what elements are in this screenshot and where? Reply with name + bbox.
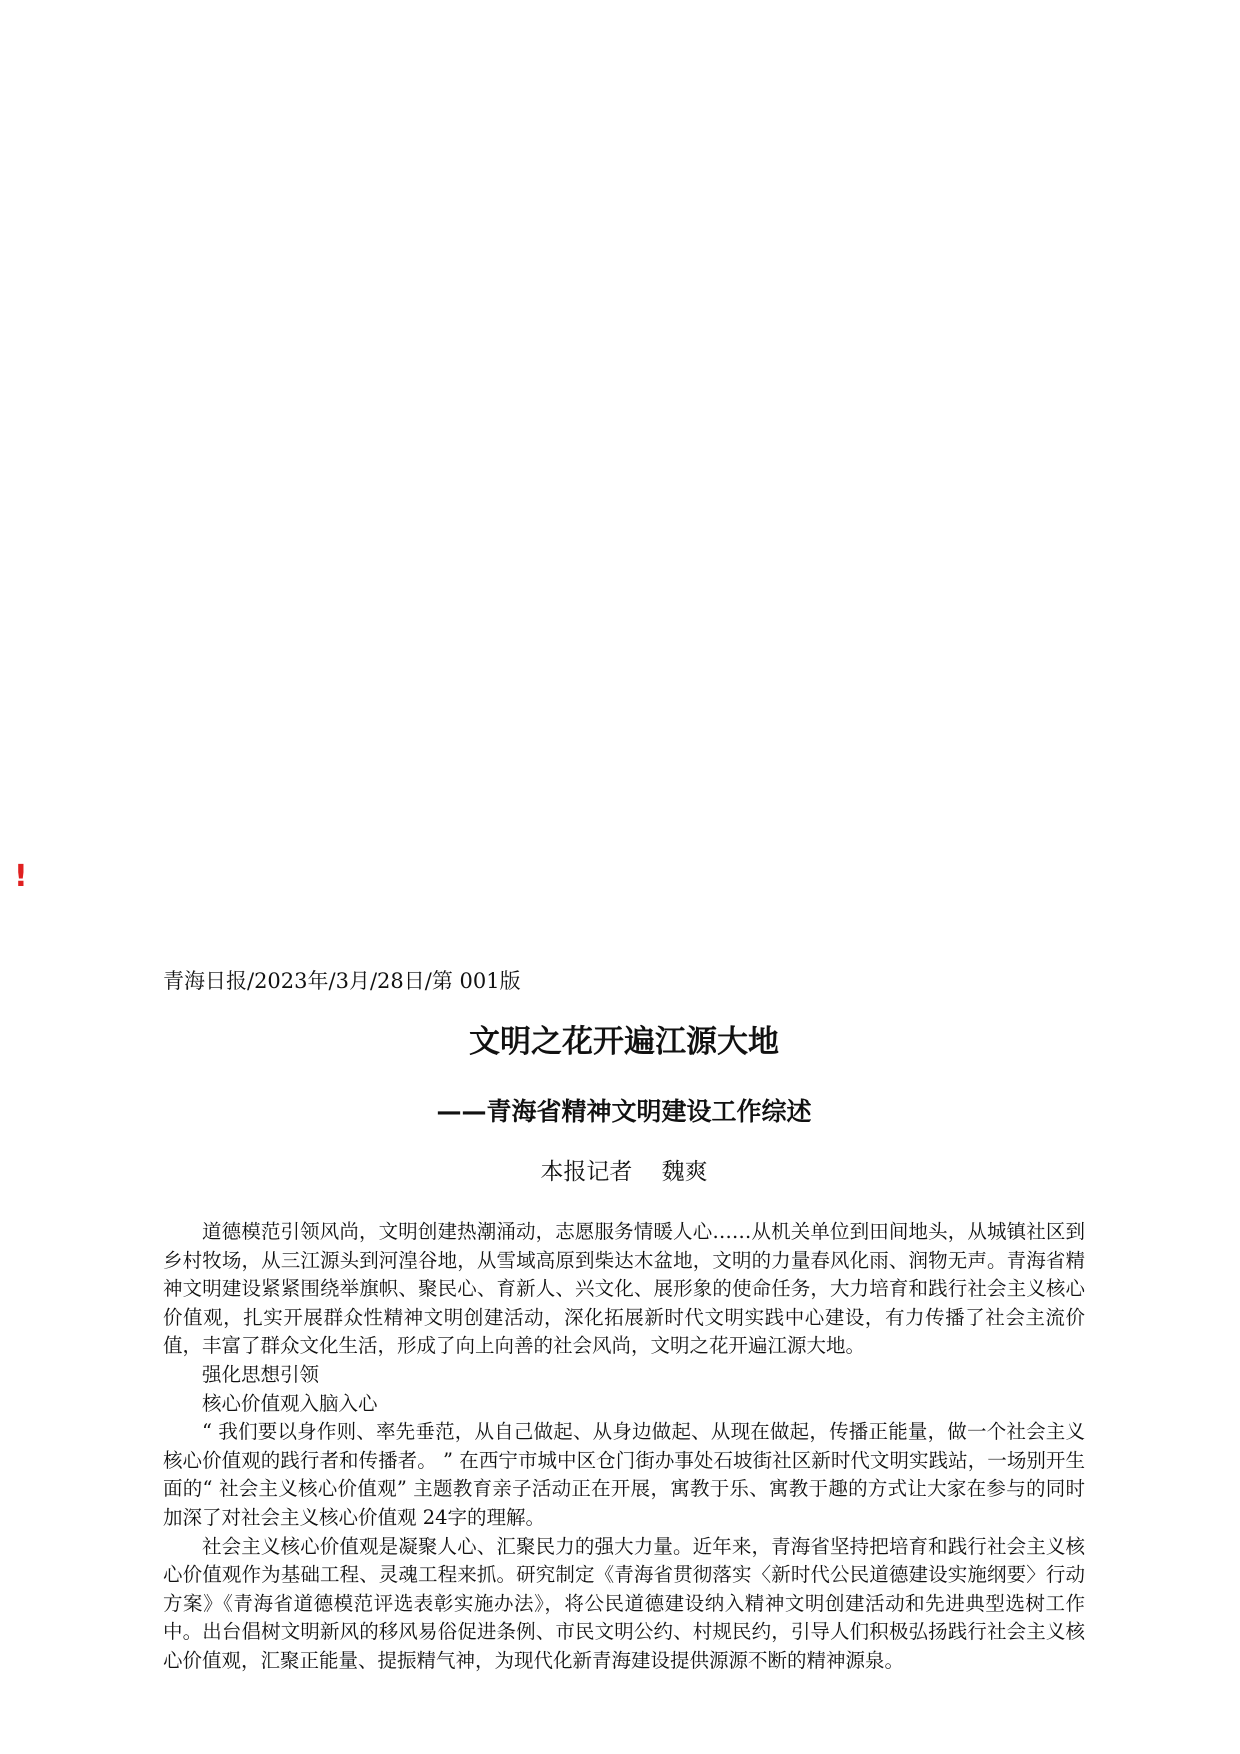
paragraph: 道德模范引领风尚，文明创建热潮涌动，志愿服务情暖人心……从机关单位到田间地头，从城镇社区到乡村牧场，从三江源头到河湟谷地，从雪域高原到柴达木盆地，文明的力量春风化雨、润物无声。青海省精神文明建设紧紧围绕举旗帜、聚民心、育新人、兴文化、展形象的使命任务，大力培育和践行社会主义核心价值观，扎实开展群众性精神文明创建活动，深化拓展新时代文明实践中心建设，有力传播了社会主流价值，丰富了群众文化生活，形成了向上向善的社会风尚，文明之花开遍江源大地。 xyxy=(163,1220,1085,1358)
alert-marker: ! xyxy=(14,859,28,894)
section-heading: 强化思想引领 xyxy=(202,1362,320,1386)
article-body xyxy=(163,1218,1085,1676)
article-source: 青海日报/2023年/3月/28日/第 001版 xyxy=(163,969,521,993)
section-subheading: 核心价值观入脑入心 xyxy=(202,1391,378,1415)
paragraph: 社会主义核心价值观是凝聚人心、汇聚民力的强大力量。近年来，青海省坚持把培育和践行社会主义核心价值观作为基础工程、灵魂工程来抓。研究制定《青海省贯彻落实〈新时代公民道德建设实施纲要〉行动方案》《青海省道德模范评选表彰实施办法》，将公民道德建设纳入精神文明创建活动和先进典型选树工作中。出台倡树文明新风的移风易俗促进条例、市民文明公约、村规民约，引导人们积极弘扬践行社会主义核心价值观，汇聚正能量、提振精气神，为现代化新青海建设提供源源不断的精神源泉。 xyxy=(163,1534,1085,1672)
article xyxy=(163,966,1085,1676)
paragraph: “ 我们要以身作则、率先垂范，从自己做起、从身边做起、从现在做起，传播正能量，做一个社会主义核心价值观的践行者和传播者。 ” 在西宁市城中区仓门街办事处石坡街社区新时代文明实践站，一场别开生面的“ 社会主义核心价值观” 主题教育亲子活动正在开展，寓教于乐、寓教于趣的方式让大家在参与的同时加深了对社会主义核心价值观 24字的理解。 xyxy=(163,1420,1085,1529)
article-title: 文明之花开遍江源大地 xyxy=(469,1024,779,1060)
article-subtitle: ——青海省精神文明建设工作综述 xyxy=(436,1097,812,1126)
article-byline: 本报记者 魏爽 xyxy=(540,1159,708,1185)
